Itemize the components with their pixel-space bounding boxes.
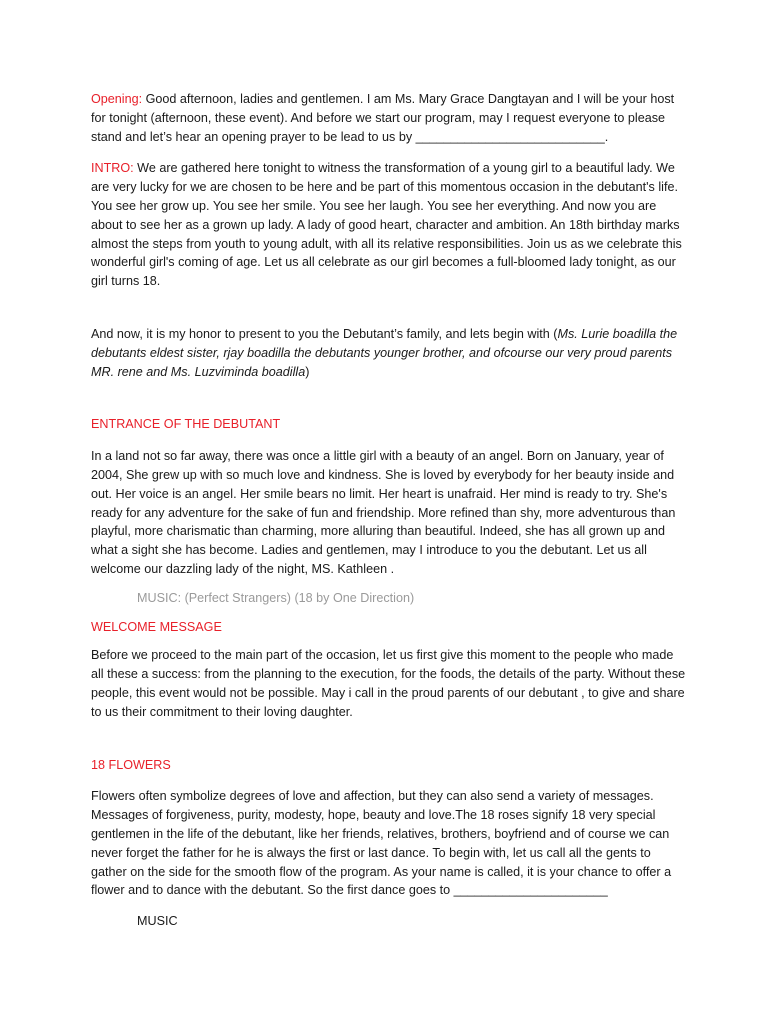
flowers-heading: 18 FLOWERS (91, 757, 171, 772)
family-paragraph (91, 325, 688, 381)
welcome-paragraph: Before we proceed to the main part of the occasion, let us first give this moment to the people who made all these a success: from the planning to the execution, for the foods, the details of the party. Without these people, this event would not be possible. May i call in the proud parents of our debutant , to give and share to us their commitment to their loving daughter. (91, 648, 686, 719)
welcome-heading: WELCOME MESSAGE (91, 619, 222, 634)
opening-text: Good afternoon, ladies and gentlemen. I am Ms. Mary Grace Dangtayan and I will be your host for tonight (afternoon, these event). And before we start our program, may I request everyone to please stand and let’s hear an opening prayer to be lead to us by ___________________________. (91, 92, 675, 144)
flowers-paragraph: Flowers often symbolize degrees of love and affection, but they can also send a variety of messages. Messages of forgiveness, purity, modesty, hope, beauty and love.The 18 roses signify 18 very special gentlemen in the life of the debutant, like her friends, relatives, brothers, boyfriend and of course we can never forget the father for he is always the first or last dance. To begin with, let us call all the gents to gather on the side for the smooth flow of the program. As your name is called, it is your chance to offer a flower and to dance with the debutant. So the first dance goes to ______________________ (91, 789, 672, 898)
entrance-paragraph: In a land not so far away, there was once a little girl with a beauty of an angel. Born on January, year of 2004, She grew up with so much love and kindness. She is loved by everybody for her beauty inside and out. Her voice is an angel. Her smile bears no limit. Her heart is unafraid. Her mind is ready to try. She's ready for any adventure for the sake of fun and friendship. More refined than shy, more adventurous than playful, more charismatic than charming, more alluring than beautiful. Indeed, she has all grown up and what a sight she has become. Ladies and gentlemen, may I introduce to you the debutant. Let us all welcome our dazzling lady of the night, MS. Kathleen . (91, 449, 676, 576)
family-text-before: And now, it is my honor to present to you the Debutant’s family, and lets begin with ( (91, 326, 558, 341)
intro-paragraph (91, 159, 688, 291)
family-text-after: ) (305, 364, 310, 379)
entrance-heading: ENTRANCE OF THE DEBUTANT (91, 417, 281, 432)
intro-label: INTRO: (91, 161, 134, 176)
opening-label: Opening: (91, 92, 143, 106)
opening-paragraph (91, 90, 688, 146)
flowers-music-line: MUSIC (137, 914, 178, 929)
intro-text: We are gathered here tonight to witness the transformation of a young girl to a beautiful lady. We are very lucky for we are chosen to be here and be part of this momentous occasion in the debutant's life. You see her grow up. You see her smile. You see her laugh. You see her everything. And now you are about to see her as a grown up lady. A lady of good heart, character and ambition. An 18th birthday marks almost the steps from youth to young adult, with all its relative responsibilities. Join us as we celebrate this wonderful girl's coming of age. Let us all celebrate as our girl becomes a full-bloomed lady tonight, as our girl turns 18. (91, 161, 682, 289)
entrance-music-line: MUSIC: (Perfect Strangers) (18 by One Direction) (137, 590, 415, 605)
family-names: Ms. Lurie boadilla the debutants eldest sister, rjay boadilla the debutants younger brother, and ofcourse our very proud parents MR. rene and Ms. Luzviminda boadilla (91, 326, 678, 379)
